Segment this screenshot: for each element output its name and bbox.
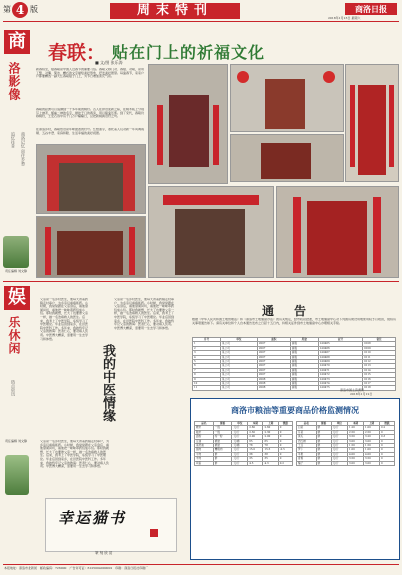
table-cell: 2.30: [248, 430, 263, 434]
table-header: 本期: [348, 422, 364, 426]
table-cell: 65: [263, 439, 278, 443]
notice-row: [193, 373, 396, 377]
table-cell: 菜籽油: [195, 444, 214, 448]
table-cell: 3.00: [364, 439, 380, 443]
table-cell: 商服: [290, 386, 318, 390]
section-divider: [3, 281, 399, 282]
table-cell: 牛肉: [195, 452, 214, 456]
table-cell: 鲜: [316, 457, 331, 461]
table-cell: 元/斤: [331, 444, 348, 448]
price-title: 商洛市粮油等重要商品价格监测情况: [231, 405, 359, 415]
table-cell: 鲜: [316, 448, 331, 452]
table-cell: 0108: [363, 342, 396, 346]
table-header: 单位: [232, 422, 248, 426]
table-cell: 2.50: [364, 430, 380, 434]
table-cell: 38: [263, 452, 278, 456]
table-cell: 商服: [290, 360, 318, 364]
table-cell: 桶装: [213, 439, 232, 443]
table-cell: 0116: [363, 377, 396, 381]
table-cell: 某公司: [221, 373, 258, 377]
table-cell: 鲜: [213, 457, 232, 461]
photo-village-door: [148, 186, 274, 278]
table-cell: 1: [193, 342, 221, 346]
table-cell: 黄瓜: [297, 435, 317, 439]
table-cell: 2007: [257, 360, 290, 364]
price-row: [195, 461, 293, 465]
table-cell: 3.50: [348, 435, 364, 439]
table-cell: 0: [278, 457, 292, 461]
table-cell: 桶装: [213, 444, 232, 448]
table-cell: 2007: [257, 346, 290, 350]
table-header: 用途: [290, 338, 318, 342]
headline-green: 贴在门上的祈福文化: [112, 43, 266, 62]
table-cell: 元/斤: [232, 426, 248, 430]
table-cell: 一级: [213, 426, 232, 430]
table-cell: 元/斤: [232, 461, 248, 465]
table-cell: L20473: [318, 377, 362, 381]
table-cell: 商服: [290, 355, 318, 359]
table-cell: 元/斤: [232, 457, 248, 461]
table-cell: L20465: [318, 342, 362, 346]
article-body-left: 父亲是一名乡村医生，他每天背着药箱走村串户，为乡亲们看病抓药。小时候，我常常跟在父亲身后，看他望闻问切，看他把一味味草药包成小包。那时我就想，长大了也要像父亲一样，做一名治病救人的医生。后来，我考上了中医学院，系统学习了中医理论。毕业后回到家乡，在县医院中医科工作。多年来，我始终牢记父亲的教诲：医者仁心，要对病人负责。中医博大精深，需要用一生去学习和体悟。: [40, 298, 89, 341]
table-cell: 78: [248, 444, 263, 448]
table-cell: 3.50: [348, 457, 364, 461]
table-cell: 商服: [290, 346, 318, 350]
table-cell: 0: [380, 439, 395, 443]
table-cell: 2.00: [263, 435, 278, 439]
table-cell: 1.00: [348, 448, 364, 452]
notice-title: 通 告: [262, 304, 311, 318]
table-cell: 0.2: [278, 461, 292, 465]
table-cell: 精瘦肉: [213, 448, 232, 452]
notice-table: [192, 337, 396, 391]
table-header: 规格: [316, 422, 331, 426]
table-cell: 3: [193, 351, 221, 355]
table-cell: 元/斤: [232, 452, 248, 456]
page-number-prefix: 第: [3, 5, 11, 14]
table-cell: -0.5: [278, 448, 292, 452]
table-cell: 3.00: [348, 439, 364, 443]
table-cell: 某公司: [221, 377, 258, 381]
table-cell: 0117: [363, 382, 396, 386]
table-cell: 2.60: [263, 426, 278, 430]
table-cell: 1.20: [348, 426, 364, 430]
table-cell: 1.00: [364, 426, 380, 430]
table-cell: 白菜: [297, 426, 317, 430]
article-title: 我的中医情缘: [100, 344, 115, 422]
table-cell: 鲜: [316, 439, 331, 443]
photo-red-couplet-door: [276, 186, 399, 278]
table-cell: 0: [278, 426, 292, 430]
table-cell: 35: [263, 457, 278, 461]
table-cell: 0: [380, 444, 395, 448]
table-cell: 0111: [363, 355, 396, 359]
photo-lanterns-gate: [230, 64, 344, 132]
table-cell: L20474: [318, 382, 362, 386]
table-cell: 鲜: [316, 444, 331, 448]
notice-row: [193, 342, 396, 346]
table-cell: 15.5: [263, 448, 278, 452]
table-cell: 鲜: [213, 461, 232, 465]
table-cell: 0: [380, 430, 395, 434]
photo-courtyard-gate: [148, 64, 228, 184]
table-cell: 2008: [257, 386, 290, 390]
table-cell: 某公司: [221, 360, 258, 364]
table-cell: 面粉: [195, 435, 214, 439]
table-cell: 商服: [290, 382, 318, 386]
table-cell: 0112: [363, 360, 396, 364]
table-cell: 某公司: [221, 351, 258, 355]
table-cell: 0109: [363, 346, 396, 350]
table-cell: 0118: [363, 386, 396, 390]
table-cell: 元/斤: [232, 435, 248, 439]
table-cell: 0114: [363, 368, 396, 372]
table-cell: 2008: [257, 377, 290, 381]
photo-gate-couplets: [36, 216, 146, 278]
paper-logo: 商洛日报: [345, 3, 397, 15]
table-cell: 某公司: [221, 364, 258, 368]
table-cell: 鲜: [316, 452, 331, 456]
table-cell: 2.30: [263, 430, 278, 434]
table-cell: 某公司: [221, 342, 258, 346]
article-body-lower: 父亲是一名乡村医生，他每天背着药箱走村串户，为乡亲们看病抓药。小时候，我常常跟在父亲身后，看他望闻问切，看他把一味味草药包成小包。那时我就想，长大了也要像父亲一样，做一名治病救人的医生。后来，我考上了中医学院，系统学习了中医理论。毕业后回到家乡，在县医院中医科工作。多年来，我始终牢记父亲的教诲：医者仁心，要对病人负责。中医博大精深，需要用一生去学习和体悟。: [40, 440, 110, 469]
notice-row: [193, 351, 396, 355]
photo-shop-door: [36, 144, 146, 214]
table-cell: 某公司: [221, 346, 258, 350]
table-cell: 2007: [257, 368, 290, 372]
table-cell: 一级: [213, 430, 232, 434]
page-number: 4: [12, 2, 28, 18]
price-monitor-box: [190, 398, 400, 560]
table-cell: 0110: [363, 351, 396, 355]
column-subtitle-entertainment: 热点资讯: [11, 380, 16, 396]
table-cell: 2.50: [348, 430, 364, 434]
table-cell: 土豆: [297, 444, 317, 448]
seal-stamp: [150, 529, 158, 537]
notice-intro: 根据《中华人民共和国土地管理法》和《商洛市土地储备办法》的有关规定，经市政府批准，市土地储备中心对下列国有建设用地使用权予以收回，现将有关事项通告如下。请有关单位和个人自本通告发布之日起十五日内，持相关证件到市土地储备中心办理相关手续。: [192, 318, 396, 325]
table-cell: 65: [248, 439, 263, 443]
table-header: 面积: [257, 338, 290, 342]
table-cell: 2.60: [248, 426, 263, 430]
table-header: 涨跌: [278, 422, 292, 426]
table-cell: 元/斤: [331, 452, 348, 456]
table-cell: 35: [248, 457, 263, 461]
page-header: [0, 0, 402, 22]
table-cell: 鸡蛋: [195, 461, 214, 465]
table-cell: 1.50: [348, 444, 364, 448]
plant-illustration: [3, 236, 29, 268]
table-cell: L20475: [318, 386, 362, 390]
table-cell: 鲜: [316, 461, 331, 465]
table-cell: L20470: [318, 364, 362, 368]
table-header: 备注: [363, 338, 396, 342]
table-cell: 元/桶: [232, 439, 248, 443]
plant-illustration-2: [5, 455, 29, 495]
table-cell: 商服: [290, 342, 318, 346]
table-header: 涨跌: [380, 422, 395, 426]
table-cell: 2007: [257, 351, 290, 355]
table-cell: 5: [193, 360, 221, 364]
column-tag-entertainment: 娱: [4, 286, 30, 310]
table-cell: 0: [380, 457, 395, 461]
table-cell: 元/斤: [331, 430, 348, 434]
table-cell: 西红柿: [297, 439, 317, 443]
table-cell: 芹菜: [297, 430, 317, 434]
photo-house-front: [230, 134, 344, 182]
table-cell: 15.0: [248, 448, 263, 452]
table-cell: 4: [193, 355, 221, 359]
table-cell: 0: [380, 448, 395, 452]
table-cell: L20472: [318, 373, 362, 377]
column-title: 洛影像: [7, 62, 21, 101]
table-cell: 鲜: [316, 426, 331, 430]
table-header: 品名: [195, 422, 214, 426]
table-header: 上期: [364, 422, 380, 426]
table-cell: 元/斤: [331, 439, 348, 443]
notice-date: 2018年1月12日: [350, 392, 373, 396]
footer-info: 本报地址：商洛市北新街 邮政编码：726000 广告许可证：6125004000002 印刷：商洛日报社印刷厂: [4, 566, 149, 570]
table-cell: 0: [278, 452, 292, 456]
table-cell: 9: [193, 377, 221, 381]
body-text-3: 在商洛乡村，春联依旧是年味最浓的符号。红纸黑字，寄托着人们对新一年风调雨顺、五谷丰登、家庭和睦、生活幸福的美好祝愿。: [36, 128, 145, 135]
table-cell: 3.50: [364, 457, 380, 461]
page-number-suffix: 版: [30, 5, 38, 14]
table-cell: 2007: [257, 355, 290, 359]
table-cell: 4.00: [348, 452, 364, 456]
column-tagline: 商洛记忆 留住乡愁: [21, 132, 26, 166]
body-text-1: 新春将至，贴春联是中国人过春节的重要习俗。春联又称门对、春贴、对联，是用工整、对偶、简洁、精巧的文字描绘美好形象，抒发美好愿望。每逢春节，家家户户都要精选一副大红春联贴于门上，为节日增加喜庆气氛。: [36, 68, 145, 79]
calligraphy-box: [45, 498, 177, 552]
table-cell: 4.00: [364, 452, 380, 456]
table-cell: 元/斤: [232, 430, 248, 434]
table-cell: 羊肉: [195, 457, 214, 461]
column-subtitle: 追忆往昔: [11, 132, 16, 148]
table-cell: 4.5: [248, 461, 263, 465]
column-title-entertainment: 乐休闲: [7, 316, 21, 355]
table-header: 证号: [318, 338, 362, 342]
table-cell: L20468: [318, 355, 362, 359]
table-cell: 3.00: [364, 461, 380, 465]
table-cell: 1.00: [364, 448, 380, 452]
table-header: 品名: [297, 422, 317, 426]
table-cell: 商服: [290, 364, 318, 368]
table-header: 规格: [213, 422, 232, 426]
calligraphy-caption: 篆 刻 欣 赏: [95, 551, 113, 555]
table-header: 单位: [331, 422, 348, 426]
table-cell: 2007: [257, 364, 290, 368]
table-cell: 元/斤: [232, 448, 248, 452]
table-cell: 元/斤: [331, 461, 348, 465]
table-cell: 元/斤: [331, 435, 348, 439]
calligraphy-text: 幸运猫书: [58, 509, 127, 527]
section-banner: 周末特刊: [110, 3, 240, 19]
editor-credit: 责任编辑 刘文静: [5, 269, 27, 273]
table-cell: 鲜: [316, 430, 331, 434]
table-cell: 0: [380, 452, 395, 456]
table-cell: 0115: [363, 373, 396, 377]
table-cell: 4.3: [263, 461, 278, 465]
table-cell: 橘子: [297, 461, 317, 465]
notice-signoff: 商洛市国土资源局: [340, 388, 365, 392]
table-cell: 0: [278, 430, 292, 434]
table-cell: 2007: [257, 342, 290, 346]
table-cell: 某公司: [221, 355, 258, 359]
editor-credit-entertainment: 责任编辑 刘文静: [5, 439, 27, 443]
table-cell: 商服: [290, 351, 318, 355]
table-cell: 香蕉: [297, 457, 317, 461]
price-table-right: [296, 421, 395, 466]
footer-rule: [3, 564, 399, 565]
body-text-2: 春联的起源可以追溯到一千多年前的桃符。古人在辞旧迎新之际，在桃木板上分别写上神荼、郁垒二神的名字，悬挂于门的两旁，用以驱鬼压邪。到了宋代，春联仍称桃符，王安石诗中有千门万户曈曈日，总把新桃换旧符之句。: [36, 108, 145, 119]
table-cell: 元/斤: [331, 426, 348, 430]
notice-row: [193, 364, 396, 368]
table-header: 序号: [193, 338, 221, 342]
table-cell: 籼米: [195, 430, 214, 434]
table-cell: 0.3: [380, 435, 395, 439]
photo-red-door: [345, 64, 399, 182]
byline: ■ 文/图 张乐涛: [95, 60, 123, 65]
table-cell: 1.50: [364, 444, 380, 448]
table-cell: 粳米: [195, 426, 214, 430]
table-header: 上期: [263, 422, 278, 426]
notice-row: [193, 386, 396, 390]
table-cell: 2007: [257, 373, 290, 377]
table-cell: 商服: [290, 373, 318, 377]
table-cell: 3.20: [364, 435, 380, 439]
table-cell: 11: [193, 386, 221, 390]
table-cell: L20471: [318, 368, 362, 372]
table-cell: L20467: [318, 351, 362, 355]
table-cell: 2.00: [248, 435, 263, 439]
table-cell: 0: [380, 461, 395, 465]
table-header: 单位: [221, 338, 258, 342]
table-cell: 鲜: [213, 452, 232, 456]
table-cell: 商服: [290, 377, 318, 381]
headline-red: 春联：: [48, 42, 106, 64]
table-cell: 苹果: [297, 452, 317, 456]
table-header: 本期: [248, 422, 263, 426]
table-cell: 7: [193, 368, 221, 372]
table-cell: 6: [193, 364, 221, 368]
notice-row: [193, 377, 396, 381]
table-cell: 0: [278, 439, 292, 443]
table-cell: 鲜: [316, 435, 331, 439]
table-cell: 3.00: [348, 461, 364, 465]
table-cell: 猪肉: [195, 448, 214, 452]
table-cell: 元/斤: [331, 448, 348, 452]
table-cell: 2008: [257, 382, 290, 386]
table-cell: 萝卜: [297, 448, 317, 452]
price-table-left: [194, 421, 293, 466]
table-cell: 78: [263, 444, 278, 448]
table-cell: 元/斤: [331, 457, 348, 461]
table-cell: 10: [193, 382, 221, 386]
table-cell: 0: [278, 444, 292, 448]
table-cell: 0113: [363, 364, 396, 368]
article-body-right: 父亲是一名乡村医生，他每天背着药箱走村串户，为乡亲们看病抓药。小时候，我常常跟在父亲身后，看他望闻问切，看他把一味味草药包成小包。那时我就想，长大了也要像父亲一样，做一名治病救人的医生。后来，我考上了中医学院，系统学习了中医理论。毕业后回到家乡，在县医院中医科工作。多年来，我始终牢记父亲的教诲：医者仁心，要对病人负责。中医博大精深，需要用一生去学习和体悟。: [114, 298, 174, 330]
table-cell: 8: [193, 373, 221, 377]
header-rule: [3, 21, 399, 22]
table-cell: 2: [193, 346, 221, 350]
table-cell: 某公司: [221, 386, 258, 390]
table-cell: L20469: [318, 360, 362, 364]
column-tag: 商: [4, 30, 30, 54]
table-cell: 豆油: [195, 439, 214, 443]
table-cell: 某公司: [221, 382, 258, 386]
table-cell: 特一粉: [213, 435, 232, 439]
price-row: [297, 461, 395, 465]
table-cell: L20466: [318, 346, 362, 350]
table-cell: 商服: [290, 368, 318, 372]
table-cell: 某公司: [221, 368, 258, 372]
table-cell: 0: [278, 435, 292, 439]
table-cell: 0.2: [380, 426, 395, 430]
notice-row: [193, 355, 396, 359]
table-cell: 38: [248, 452, 263, 456]
issue-date: 2018年1月13日 星期六: [328, 16, 361, 20]
table-cell: 元/桶: [232, 444, 248, 448]
